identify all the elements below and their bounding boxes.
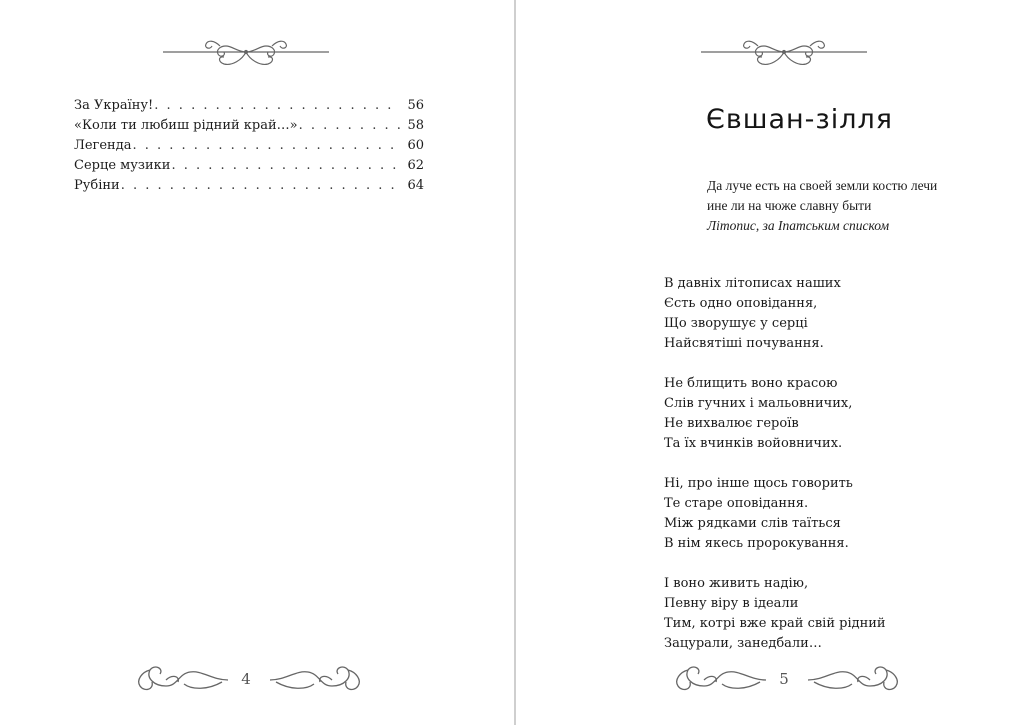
verse-line: Та їх вчинків войовничих. (664, 436, 843, 451)
footer-left-flourish-ornament (670, 660, 768, 696)
toc-entry-page: 60 (407, 138, 424, 153)
toc-entry-page: 58 (407, 118, 424, 133)
stanza (664, 574, 886, 654)
toc-entry-page: 56 (407, 98, 424, 113)
footer-left-flourish-ornament (132, 660, 230, 696)
stanza (664, 374, 886, 454)
verse-line: І воно живить надію, (664, 576, 809, 591)
toc-entry-title: Рубіни (74, 178, 120, 193)
verse-line: Зацурали, занедбали… (664, 636, 822, 651)
footer-right-flourish-ornament (806, 660, 904, 696)
table-of-contents (74, 96, 424, 196)
stanza (664, 474, 886, 554)
verse-line: Певну віру в ідеали (664, 596, 799, 611)
toc-leader-dots (132, 136, 400, 156)
toc-entry-page: 62 (407, 158, 424, 173)
stanza (664, 274, 886, 354)
verse-line: Що зворушує у серці (664, 316, 808, 331)
epigraph (707, 176, 937, 236)
toc-leader-dots (171, 156, 400, 176)
verse-line: Не блищить воно красою (664, 376, 838, 391)
verse-line: В давніх літописах наших (664, 276, 841, 291)
toc-entry[interactable] (74, 156, 424, 176)
toc-entry-page: 64 (407, 178, 424, 193)
epigraph-line: ине ли на чюже славну быти (707, 198, 872, 213)
header-flourish-ornament (698, 36, 870, 76)
toc-entry[interactable] (74, 96, 424, 116)
footer-right-flourish-ornament (268, 660, 366, 696)
verse-line: Тим, котрі вже край свій рідний (664, 616, 886, 631)
toc-leader-dots (299, 116, 400, 136)
page-number: 5 (779, 670, 789, 688)
toc-entry[interactable] (74, 176, 424, 196)
poem-title: Євшан-зілля (706, 104, 894, 135)
toc-entry-title: Легенда (74, 138, 132, 153)
header-flourish-ornament (160, 36, 332, 76)
page-number: 4 (241, 670, 251, 688)
verse-line: Єсть одно оповідання, (664, 296, 818, 311)
verse-line: Не вихвалює героїв (664, 416, 799, 431)
verse-line: Слів гучних і мальовничих, (664, 396, 853, 411)
verse-line: Те старе оповідання. (664, 496, 809, 511)
epigraph-source: Літопис, за Іпатським списком (707, 218, 890, 233)
toc-entry[interactable] (74, 136, 424, 156)
toc-entry-title: За Україну! (74, 98, 154, 113)
toc-entry[interactable] (74, 116, 424, 136)
verse-line: Найсвятіші почування. (664, 336, 824, 351)
poem-verse (664, 274, 886, 674)
verse-line: Між рядками слів таїться (664, 516, 841, 531)
verse-line: Ні, про інше щось говорить (664, 476, 853, 491)
epigraph-line: Да луче есть на своей земли костю лечи (707, 178, 938, 193)
toc-entry-title: Серце музики (74, 158, 171, 173)
toc-leader-dots (121, 176, 400, 196)
verse-line: В нім якесь пророкування. (664, 536, 849, 551)
toc-leader-dots (154, 96, 400, 116)
toc-entry-title: «Коли ти любиш рідний край…» (74, 118, 298, 133)
